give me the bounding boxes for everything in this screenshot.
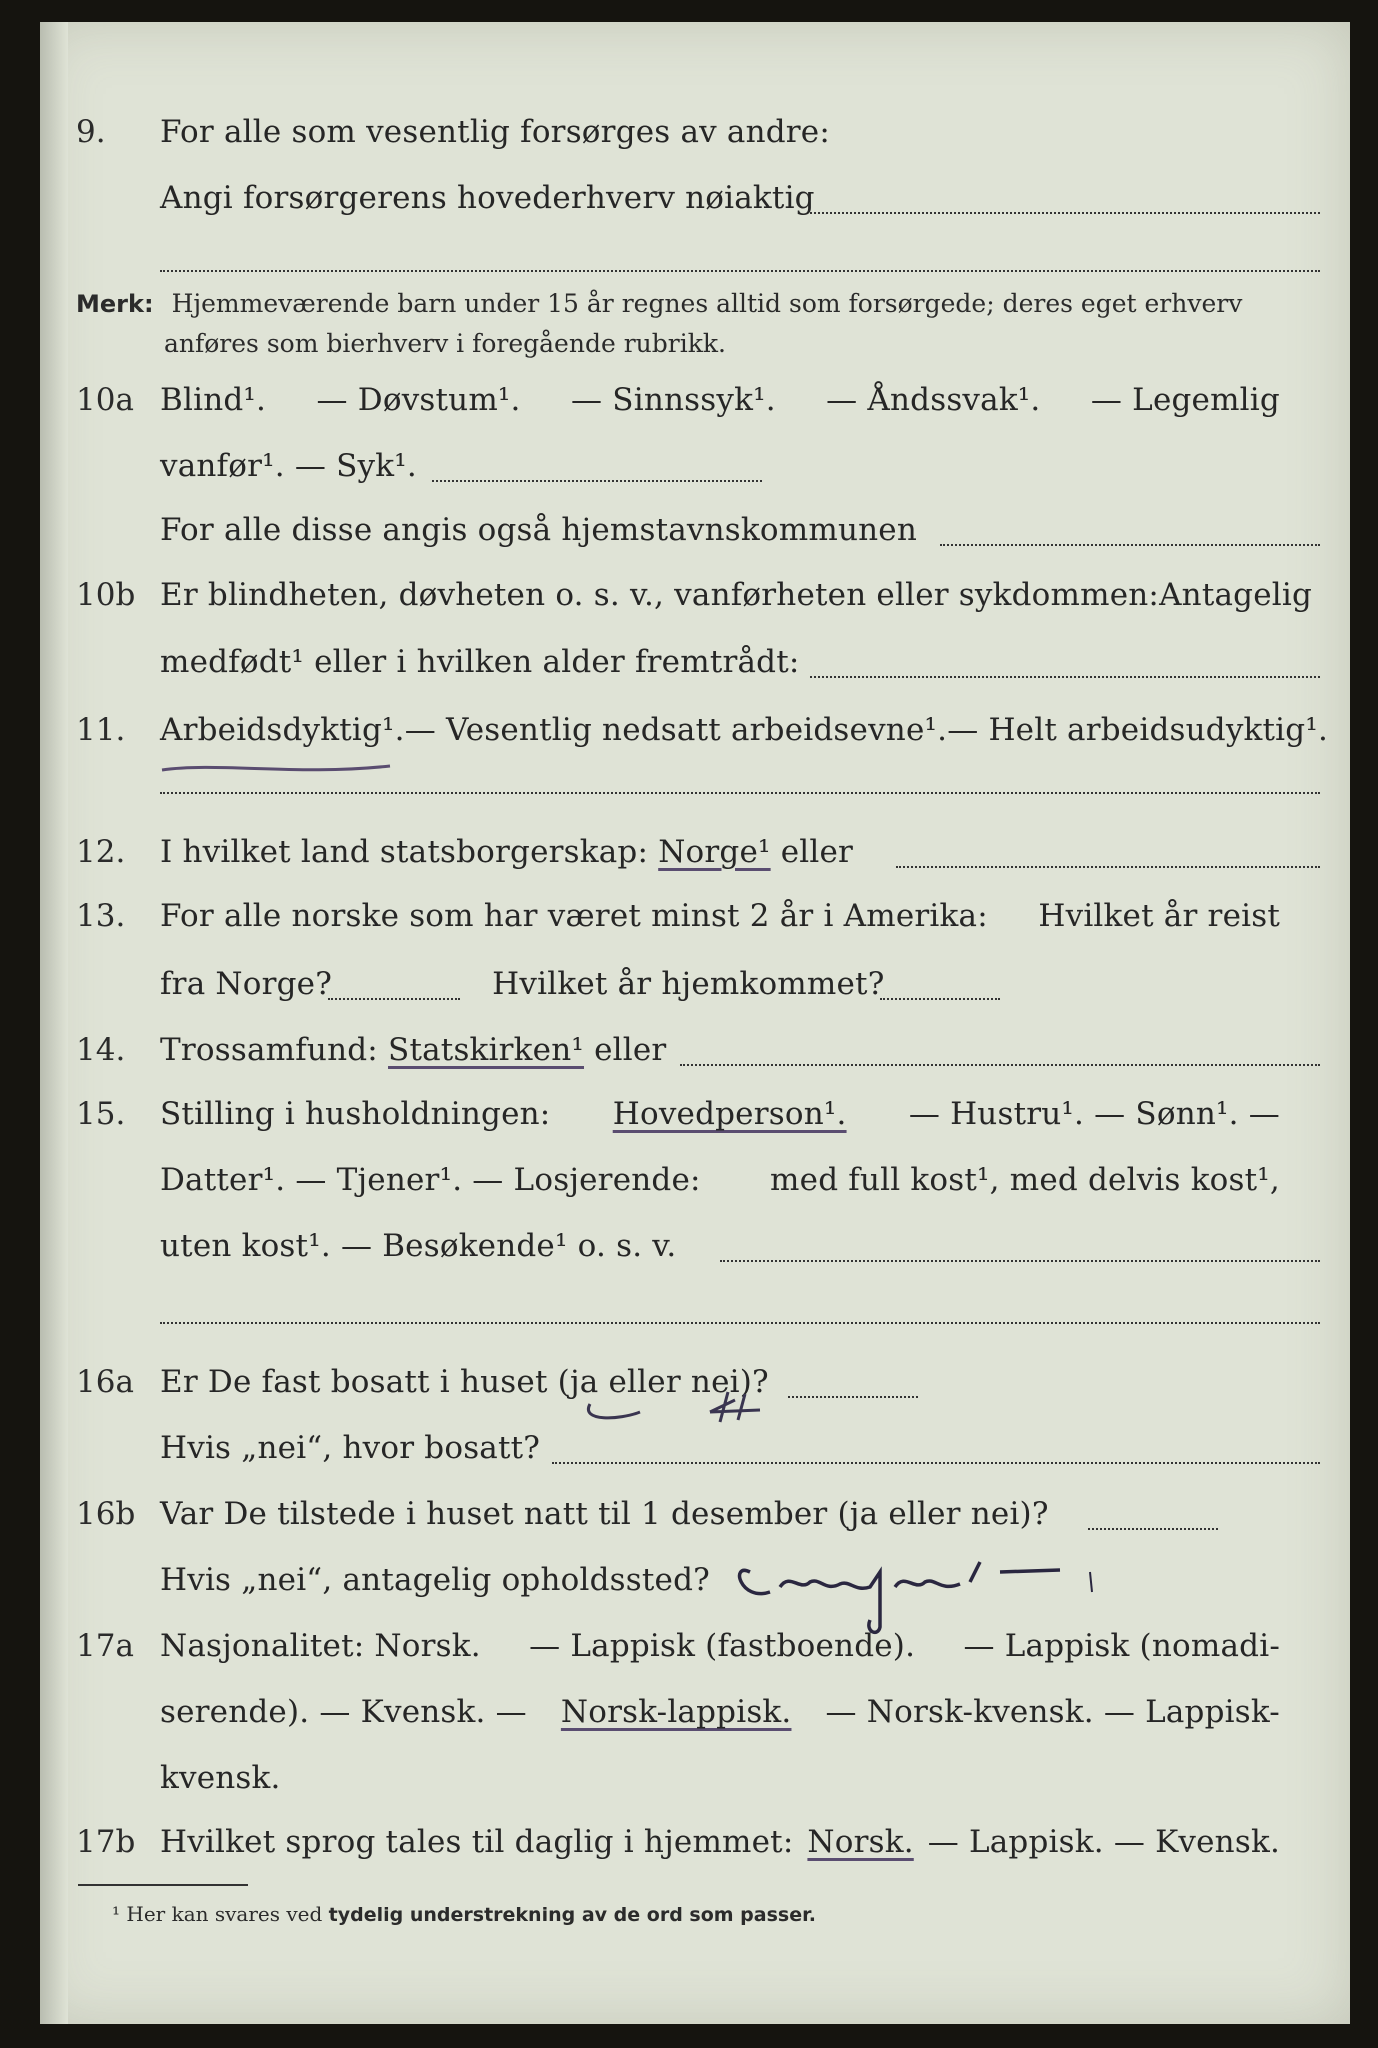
handwritten-underline-arbeidsdyktig <box>158 754 398 782</box>
option-arbeidsdyktig: Arbeidsdyktig¹. <box>160 712 405 748</box>
q10b-line2: medfødt¹ eller i hvilken alder fremtrådt: <box>160 644 800 680</box>
option-sinnssyk: — Sinnssyk¹. <box>571 382 776 418</box>
option-dovstum: — Døvstum¹. <box>316 382 521 418</box>
option-nedsatt: — Vesentlig nedsatt arbeidsevne¹. <box>404 712 948 748</box>
handwritten-mark-ja-nei <box>560 1382 820 1442</box>
note-text-2: anføres som bierhverv i foregående rubrikk. <box>164 329 726 358</box>
q13-line1: For alle norske som har været minst 2 år i Amerika: Hvilket år reist <box>160 898 1280 934</box>
census-form-page <box>40 22 1350 2024</box>
item-number-11: 11. <box>76 712 126 748</box>
note-merk <box>76 284 1321 364</box>
q9-answer-field-2[interactable] <box>160 270 1320 272</box>
q13-hjemkommet-field[interactable] <box>880 998 1000 1000</box>
q12-answer-field[interactable] <box>896 866 1320 868</box>
option-andssvak: — Åndssvak¹. <box>826 382 1041 418</box>
item-number-9: 9. <box>76 114 106 150</box>
q16b-line1: Var De tilstede i huset natt til 1 desember (ja eller nei)? <box>160 1496 1049 1532</box>
item-number-17a: 17a <box>76 1628 134 1664</box>
answer-norsk: Norsk. <box>807 1824 914 1860</box>
q10a-line3: For alle disse angis også hjemstavnskommunen <box>160 512 917 548</box>
option-arbeidsudyktig: — Helt arbeidsudyktig¹. <box>947 712 1329 748</box>
option-legemlig: — Legemlig <box>1090 382 1280 418</box>
q17a-line1: Nasjonalitet: Norsk. — Lappisk (fastboende). — Lappisk (nomadi- <box>160 1628 1280 1664</box>
answer-statskirken: Statskirken¹ <box>388 1032 584 1068</box>
q15-answer-field-2[interactable] <box>160 1322 1320 1324</box>
q16b-line2: Hvis „nei“, antagelig opholdssted? <box>160 1562 710 1598</box>
item-number-17b: 17b <box>76 1824 136 1860</box>
q12-line1: I hvilket land statsborgerskap: Norge¹ eller <box>160 834 854 870</box>
item-number-10b: 10b <box>76 577 136 613</box>
q10a-line2: vanfør¹. — Syk¹. <box>160 448 417 484</box>
item-number-13: 13. <box>76 898 126 934</box>
q15-answer-field[interactable] <box>720 1260 1320 1262</box>
footnote-rule <box>78 1884 248 1886</box>
q15-line3: uten kost¹. — Besøkende¹ o. s. v. <box>160 1228 677 1264</box>
q11-answer-field[interactable] <box>160 792 1320 794</box>
q14-line1: Trossamfund: Statskirken¹ eller <box>160 1032 667 1068</box>
q15-line2: Datter¹. — Tjener¹. — Losjerende: med full kost¹, med delvis kost¹, <box>160 1162 1280 1198</box>
q14-answer-field[interactable] <box>680 1064 1320 1066</box>
q13-line2: fra Norge? Hvilket år hjemkommet? <box>160 966 885 1002</box>
q11-line1 <box>160 712 1329 748</box>
q16a-line2: Hvis „nei“, hvor bosatt? <box>160 1430 541 1466</box>
q17a-line2: serende). — Kvensk. — Norsk-lappisk. — Norsk-kvensk. — Lappisk- <box>160 1694 1280 1730</box>
item-number-14: 14. <box>76 1032 126 1068</box>
answer-hovedperson: Hovedperson¹. <box>612 1096 847 1132</box>
q15-line1: Stilling i husholdningen: Hovedperson¹. — Hustru¹. — Sønn¹. — <box>160 1096 1280 1132</box>
q17a-line3: kvensk. <box>160 1760 281 1796</box>
answer-norge: Norge¹ <box>658 834 771 870</box>
q17b-line1: Hvilket sprog tales til daglig i hjemmet: Norsk. — Lappisk. — Kvensk. <box>160 1824 1280 1860</box>
item-number-16a: 16a <box>76 1364 134 1400</box>
item-number-16b: 16b <box>76 1496 136 1532</box>
q10a-answer-field[interactable] <box>432 480 762 482</box>
q10a-line1 <box>160 382 1280 418</box>
option-blind: Blind¹. <box>160 382 267 418</box>
handwritten-answer-senjen <box>730 1532 1110 1642</box>
q9-line2: Angi forsørgerens hovederhverv nøiaktig <box>160 180 815 216</box>
q16a-line1: Er De fast bosatt i huset (ja eller nei)? <box>160 1364 769 1400</box>
q9-line1: For alle som vesentlig forsørges av andre: <box>160 114 830 150</box>
note-label: Merk: <box>76 290 154 318</box>
q9-answer-field[interactable] <box>810 212 1320 214</box>
note-text-1: Hjemmeværende barn under 15 år regnes alltid som forsørgede; deres eget erhverv <box>171 289 1243 318</box>
q13-reist-field[interactable] <box>328 998 460 1000</box>
q16a-bosatt-field[interactable] <box>552 1462 1320 1464</box>
item-number-10a: 10a <box>76 382 134 418</box>
q10b-answer-field[interactable] <box>810 676 1320 678</box>
q16b-answer-field[interactable] <box>1088 1528 1218 1530</box>
item-number-15: 15. <box>76 1096 126 1132</box>
q10a-hjemstavn-field[interactable] <box>940 544 1320 546</box>
item-number-12: 12. <box>76 834 126 870</box>
q10b-line1: Er blindheten, døvheten o. s. v., vanførheten eller sykdommen: Antagelig <box>160 577 1313 613</box>
answer-norsk-lappisk: Norsk-lappisk. <box>560 1694 792 1730</box>
footnote: ¹ Her kan svares ved tydelig understrekning av de ord som passer. <box>112 1902 816 1926</box>
